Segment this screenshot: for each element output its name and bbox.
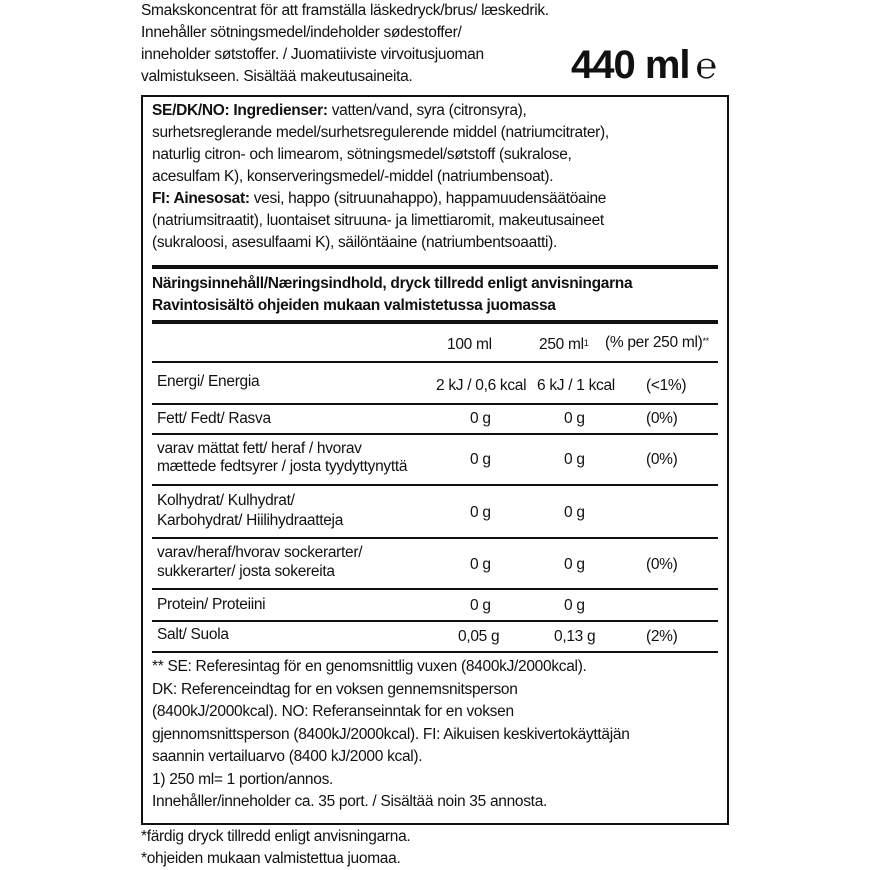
preparation-note: *ohjeiden mukaan valmistettua juomaa. [141, 850, 401, 867]
net-volume [571, 40, 716, 92]
divider-thick [152, 320, 718, 324]
value-250ml: 0 g [564, 451, 585, 468]
nutrient-label: varav mättat fett/ heraf / hvorav [157, 440, 362, 457]
value-100ml: 0 g [470, 410, 491, 427]
value-250ml: 0 g [564, 410, 585, 427]
ingredients-se-line: SE/DK/NO: Ingredienser: vatten/vand, syra (citronsyra), [152, 102, 527, 119]
nutrient-label: Protein/ Proteiini [157, 596, 266, 613]
nutrient-label: Energi/ Energia [157, 373, 260, 390]
reference-footnotes [152, 656, 727, 814]
value-percent: (<1%) [646, 377, 687, 394]
ingredients-se-label: SE/DK/NO: Ingredienser: [152, 102, 328, 119]
nutrition-heading: Näringsinnehåll/Næringsindhold, dryck tillredd enligt anvisningarna [152, 275, 633, 292]
column-header-percent: (% per 250 ml)** [605, 334, 709, 351]
nutrition-subheading: Ravintosisältö ohjeiden mukaan valmistetussa juomassa [152, 297, 556, 314]
intro-line: valmistukseen. Sisältää makeutusaineita. [141, 68, 413, 85]
footnote-line: ** SE: Referesintag för en genomsnittlig vuxen (8400kJ/2000kcal). [152, 658, 587, 675]
value-100ml: 0 g [470, 556, 491, 573]
value-100ml: 0 g [470, 597, 491, 614]
value-250ml: 0 g [564, 504, 585, 521]
table-bottom-rule [152, 651, 718, 653]
footnote-line: (8400kJ/2000kcal). NO: Referanseinntak for en voksen [152, 703, 514, 720]
value-100ml: 0 g [470, 504, 491, 521]
volume-value: 440 ml [571, 43, 690, 87]
nutrient-label: Fett/ Fedt/ Rasva [157, 410, 271, 427]
ingredients-fi-line: FI: Ainesosat: vesi, happo (sitruunahappo), happamuudensäätöaine [152, 190, 607, 207]
value-percent: (0%) [646, 410, 678, 427]
row-divider [152, 484, 718, 486]
ingredients-se-line: acesulfam K), konserveringsmedel/-middel (natriumbensoat). [152, 168, 554, 185]
nutrient-label: Salt/ Suola [157, 626, 229, 643]
footnote-line: gjennomsnittsperson (8400kJ/2000kcal). FI: Aikuisen keskivertokäyttäjän [152, 725, 630, 743]
row-divider [152, 433, 718, 435]
row-divider [152, 620, 718, 622]
value-250ml: 0 g [564, 597, 585, 614]
value-250ml: 0 g [564, 556, 585, 573]
value-250ml: 0,13 g [554, 628, 596, 645]
row-divider [152, 361, 718, 363]
footnote-line: 1) 250 ml= 1 portion/annos. [152, 770, 334, 788]
footnote-line: saannin vertailuarvo (8400 kJ/2000 kcal). [152, 748, 423, 765]
nutrient-label: Kolhydrat/ Kulhydrat/ [157, 492, 295, 509]
value-100ml: 2 kJ / 0,6 kcal [436, 377, 527, 394]
intro-line: Innehåller sötningsmedel/indeholder sødestoffer/ [141, 24, 462, 41]
estimated-sign-icon: ℮ [695, 46, 717, 87]
preparation-notes [141, 826, 410, 870]
ingredients-fi-line: (sukraloosi, asesulfaami K), säilöntäaine (natriumbentsoaatti). [152, 234, 557, 251]
footnote-line: DK: Referenceindtag for en voksen gennemsnitsperson [152, 680, 518, 698]
ingredients-fi-label: FI: Ainesosat: [152, 190, 250, 207]
column-header-250ml: 250 $ml^1$ [539, 336, 589, 353]
value-percent: (2%) [646, 628, 678, 645]
ingredients-se-line: naturlig citron- och limearom, sötningsmedel/søtstoff (sukralose, [152, 146, 572, 163]
nutrient-label: sukkerarter/ josta sokereita [157, 563, 335, 580]
nutrient-label: varav/heraf/hvorav sockerarter/ [157, 544, 363, 561]
intro-line: inneholder søtstoffer. / Juomatiiviste virvoitusjuoman [141, 46, 484, 63]
value-percent: (0%) [646, 451, 678, 468]
ingredients-se-line: surhetsreglerande medel/surhetsregulerende middel (natriumcitrater), [152, 124, 609, 141]
value-100ml: 0,05 g [458, 628, 500, 645]
value-250ml: 6 kJ / 1 kcal [537, 377, 615, 394]
column-header-100ml: 100 ml [447, 336, 492, 353]
divider-thick [152, 265, 718, 269]
row-divider [152, 537, 718, 539]
preparation-note: *färdig dryck tillredd enligt anvisningarna. [141, 828, 411, 845]
value-percent: (0%) [646, 556, 678, 573]
product-description [141, 0, 561, 88]
nutrient-label: Karbohydrat/ Hiilihydraatteja [157, 512, 344, 529]
ingredients-fi-line: (natriumsitraatit), luontaiset sitruuna- ja limettiaromit, makeutusaineet [152, 212, 604, 229]
intro-line: Smakskoncentrat för att framställa läskedryck/brus/ læskedrik. [141, 2, 549, 19]
value-100ml: 0 g [470, 451, 491, 468]
row-divider [152, 403, 718, 405]
footnote-line: Innehåller/inneholder ca. 35 port. / Sisältää noin 35 annosta. [152, 793, 548, 810]
nutrient-label: mættede fedtsyrer / josta tyydyttynyttä [157, 458, 408, 475]
row-divider [152, 588, 718, 590]
ingredients-section [152, 100, 722, 254]
